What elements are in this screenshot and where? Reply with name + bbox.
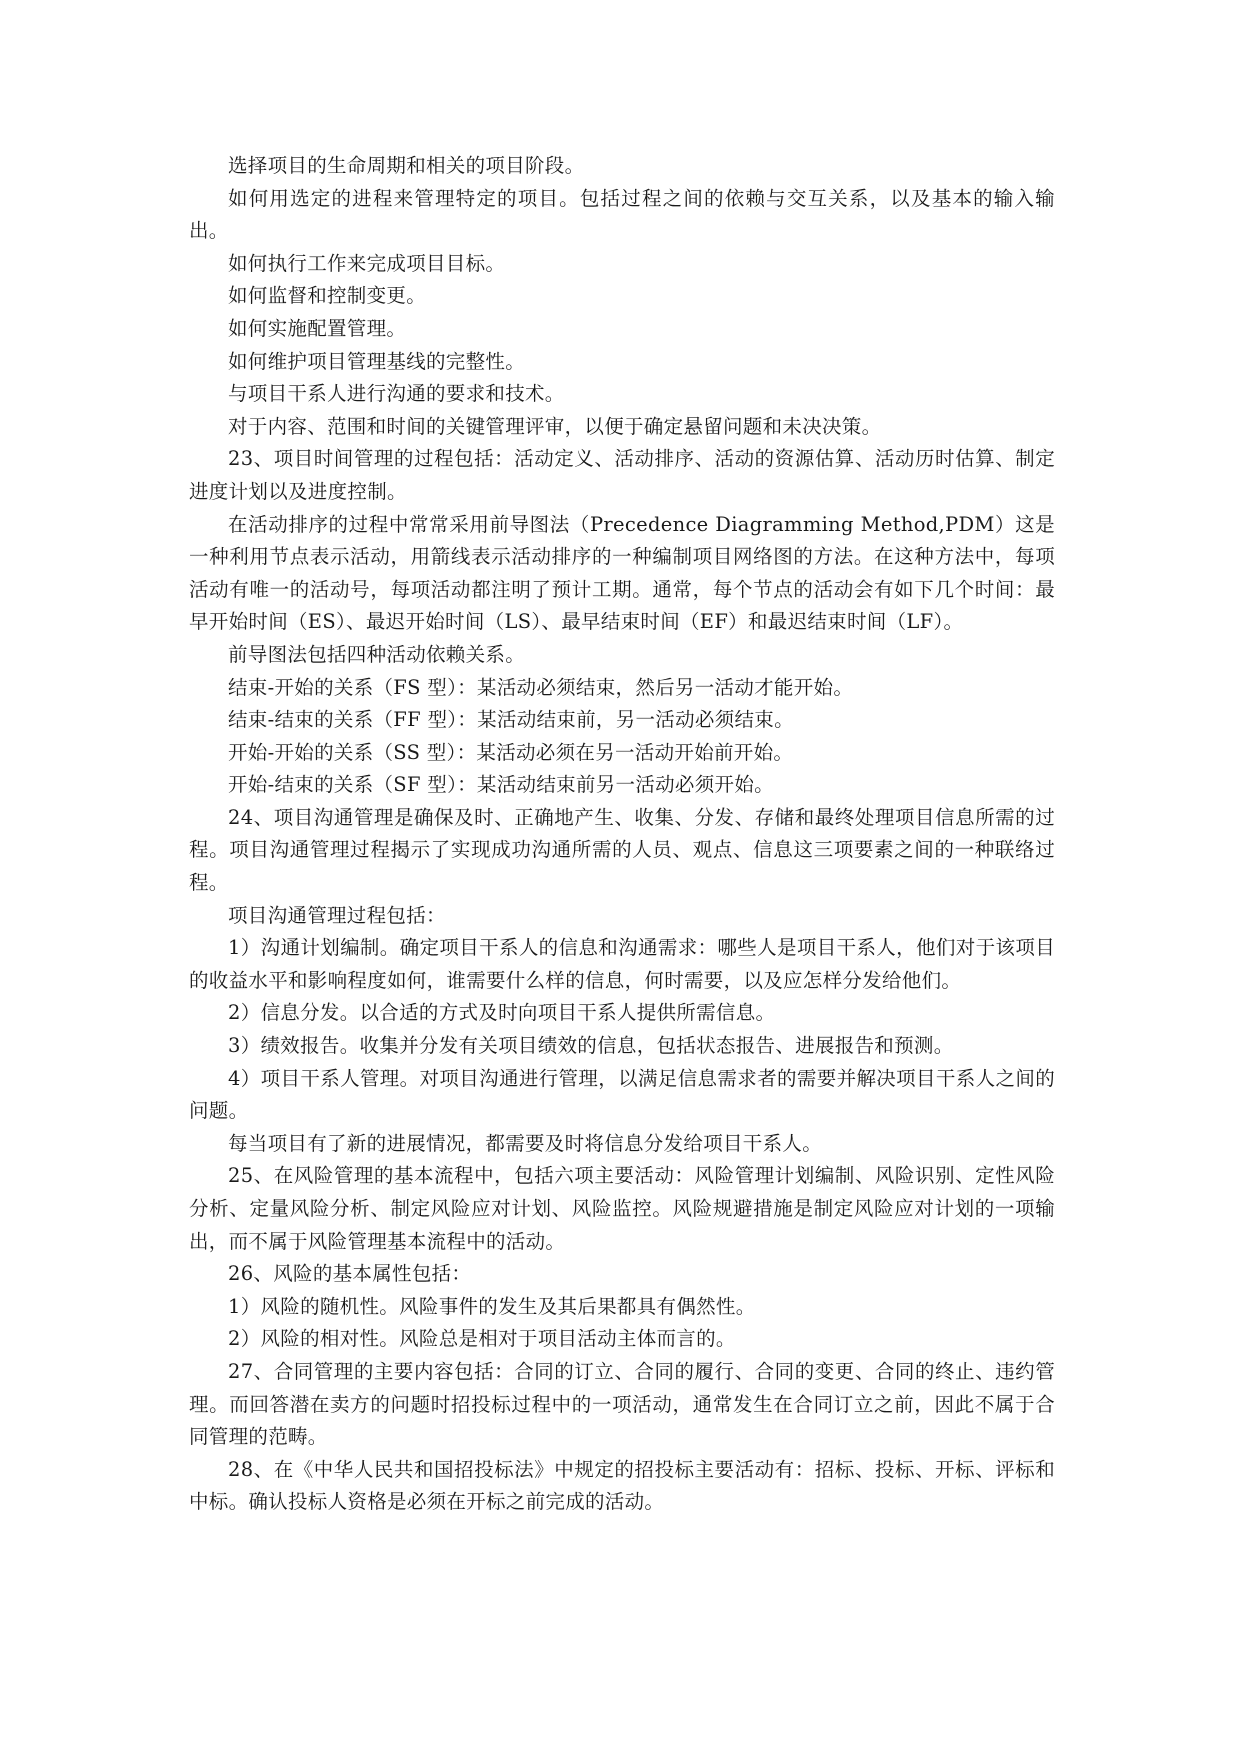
paragraph: 26、风险的基本属性包括： xyxy=(228,1262,472,1286)
paragraph: 2）风险的相对性。风险总是相对于项目活动主体而言的。 xyxy=(228,1327,736,1351)
paragraph: 24、项目沟通管理是确保及时、正确地产生、收集、分发、存储和最终处理项目信息所需的过程。项目沟通管理过程揭示了实现成功沟通所需的人员、观点、信息这三项要素之间的一种联络过程。 xyxy=(189,805,1055,895)
paragraph: 项目沟通管理过程包括： xyxy=(228,903,446,927)
document-page xyxy=(189,150,1055,1519)
paragraph: 结束-开始的关系（FS 型）：某活动必须结束，然后另一活动才能开始。 xyxy=(228,675,854,699)
paragraph: 4）项目干系人管理。对项目沟通进行管理，以满足信息需求者的需要并解决项目干系人之间的问题。 xyxy=(189,1066,1055,1123)
paragraph: 如何维护项目管理基线的完整性。 xyxy=(228,349,526,373)
paragraph: 2）信息分发。以合适的方式及时向项目干系人提供所需信息。 xyxy=(228,1001,776,1025)
paragraph: 1）风险的随机性。风险事件的发生及其后果都具有偶然性。 xyxy=(228,1294,756,1318)
paragraph: 如何实施配置管理。 xyxy=(228,316,407,340)
paragraph: 如何执行工作来完成项目目标。 xyxy=(228,251,506,275)
paragraph: 27、合同管理的主要内容包括：合同的订立、合同的履行、合同的变更、合同的终止、违约管理。而回答潜在卖方的问题时招投标过程中的一项活动，通常发生在合同订立之前，因此不属于合同管理的范畴。 xyxy=(189,1359,1055,1449)
paragraph: 每当项目有了新的进展情况，都需要及时将信息分发给项目干系人。 xyxy=(228,1131,823,1155)
paragraph: 28、在《中华人民共和国招投标法》中规定的招投标主要活动有：招标、投标、开标、评标和中标。确认投标人资格是必须在开标之前完成的活动。 xyxy=(189,1457,1055,1514)
paragraph: 如何监督和控制变更。 xyxy=(228,284,427,308)
paragraph: 开始-结束的关系（SF 型）：某活动结束前另一活动必须开始。 xyxy=(228,773,774,797)
paragraph: 选择项目的生命周期和相关的项目阶段。 xyxy=(228,154,585,177)
paragraph: 3）绩效报告。收集并分发有关项目绩效的信息，包括状态报告、进展报告和预测。 xyxy=(228,1034,954,1058)
paragraph: 开始-开始的关系（SS 型）：某活动必须在另一活动开始前开始。 xyxy=(228,740,794,764)
paragraph: 前导图法包括四种活动依赖关系。 xyxy=(228,642,526,666)
paragraph: 对于内容、范围和时间的关键管理评审，以便于确定悬留问题和未决决策。 xyxy=(228,414,882,438)
paragraph: 结束-结束的关系（FF 型）：某活动结束前，另一活动必须结束。 xyxy=(228,708,794,732)
paragraph: 与项目干系人进行沟通的要求和技术。 xyxy=(228,382,565,406)
paragraph: 25、在风险管理的基本流程中，包括六项主要活动：风险管理计划编制、风险识别、定性风险分析、定量风险分析、制定风险应对计划、风险监控。风险规避措施是制定风险应对计划的一项输出，而不属于风险管理基本流程中的活动。 xyxy=(189,1164,1055,1253)
paragraph: 在活动排序的过程中常常采用前导图法（Precedence Diagramming Method,PDM）这是一种利用节点表示活动，用箭线表示活动排序的一种编制项目网络图的方法。在这种方法中，每项活动有唯一的活动号，每项活动都注明了预计工期。通常，每个节点的活动会有如下几个时间：最早开始时间（ES）、最迟开始时间（LS）、最早结束时间（EF）和最迟结束时间（LF）。 xyxy=(189,512,1055,634)
paragraph: 如何用选定的进程来管理特定的项目。包括过程之间的依赖与交互关系，以及基本的输入输出。 xyxy=(189,186,1055,243)
paragraph: 1）沟通计划编制。确定项目干系人的信息和沟通需求：哪些人是项目干系人，他们对于该项目的收益水平和影响程度如何，谁需要什么样的信息，何时需要，以及应怎样分发给他们。 xyxy=(189,936,1055,992)
paragraph: 23、项目时间管理的过程包括：活动定义、活动排序、活动的资源估算、活动历时估算、制定进度计划以及进度控制。 xyxy=(189,447,1055,503)
